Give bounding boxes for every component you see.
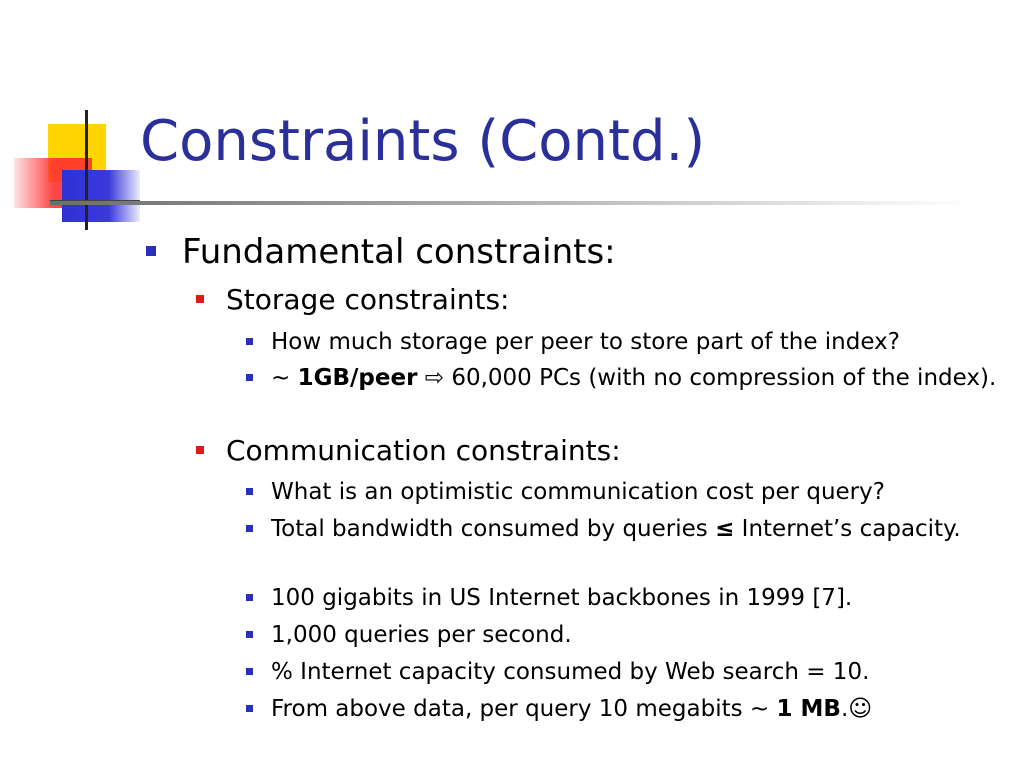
fundamental-text: Fundamental constraints: (182, 232, 616, 272)
square-bullet-icon (246, 631, 253, 638)
comm-item-2-text (271, 514, 1006, 544)
item2-bold: 1GB/peer (297, 365, 418, 391)
comm-item-6-text (271, 694, 1006, 724)
square-bullet-icon (196, 295, 204, 303)
comm-item-2-prefix: Total bandwidth consumed by queries (271, 516, 716, 542)
communication-heading: Communication constraints: (226, 434, 621, 467)
comm-item-6-bold: 1 MB (776, 696, 841, 722)
storage-item-2-text (271, 363, 1006, 393)
slide-title: Constraints (Contd.) (140, 109, 706, 174)
square-bullet-icon (246, 338, 253, 345)
comm-item-6-prefix: From above data, per query 10 megabits ~ (271, 696, 777, 722)
logo-blue-bar (62, 170, 140, 222)
storage-item-1-text: How much storage per peer to store part of the index? (271, 329, 900, 355)
bullet-storage-item-2 (246, 363, 1006, 393)
comm-item-2-rest: Internet’s capacity. (734, 516, 961, 542)
square-bullet-icon (146, 246, 156, 256)
title-underline (50, 201, 970, 205)
item2-prefix: ~ (271, 365, 298, 391)
bullet-comm-item-5 (246, 657, 1006, 687)
bullet-comm-item-1 (246, 477, 1006, 507)
comm-item-1-text: What is an optimistic communication cost per query? (271, 479, 885, 505)
bullet-comm-item-2 (246, 514, 1006, 544)
square-bullet-icon (246, 705, 253, 712)
bullet-comm-item-4 (246, 620, 1006, 650)
comm-item-5-text: % Internet capacity consumed by Web search = 10. (271, 659, 870, 685)
logo-vertical-line (85, 110, 88, 230)
square-bullet-icon (246, 668, 253, 675)
smiley-icon: .☺ (840, 696, 873, 722)
bullet-comm-item-6 (246, 694, 1006, 724)
item2-rest: 60,000 PCs (with no compression of the index). (444, 365, 997, 391)
bullet-storage-item-1 (246, 327, 1006, 357)
bullet-comm-item-3 (246, 583, 1006, 613)
square-bullet-icon (246, 374, 253, 381)
comm-item-3-text: 100 gigabits in US Internet backbones in 1999 [7]. (271, 585, 853, 611)
square-bullet-icon (246, 525, 253, 532)
square-bullet-icon (246, 594, 253, 601)
right-arrow-icon: ⇨ (424, 365, 445, 391)
comm-item-4-text: 1,000 queries per second. (271, 622, 572, 648)
square-bullet-icon (196, 446, 204, 454)
less-equal-symbol: ≤ (715, 516, 735, 542)
square-bullet-icon (246, 488, 253, 495)
storage-heading: Storage constraints: (226, 283, 510, 316)
